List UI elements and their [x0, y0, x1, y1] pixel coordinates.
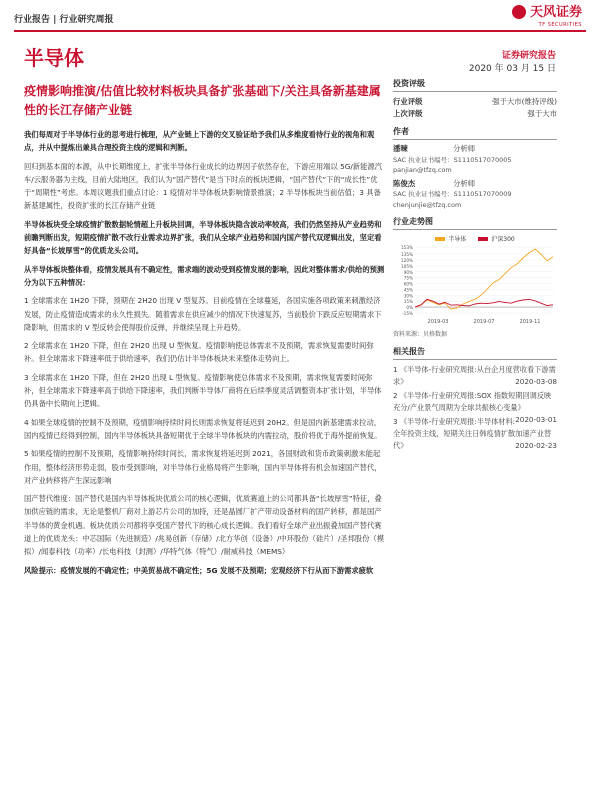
legend-label: 沪深300 [491, 236, 515, 243]
y-tick-label: 30% [403, 293, 413, 299]
legend-swatch [478, 237, 488, 241]
authors [393, 144, 557, 210]
author-role: 分析师 [453, 144, 476, 153]
author-email: chenjunjie@tfzq.com [393, 200, 462, 209]
author-email: panjian@tfzq.com [393, 166, 452, 174]
chart-source: 资料来源：贝格数据 [393, 331, 448, 338]
author-line [393, 144, 557, 155]
chart-svg [393, 245, 557, 325]
author-name: 陈俊杰 [393, 178, 416, 188]
legend-item [435, 234, 466, 243]
related-item [393, 364, 557, 388]
rating-row [393, 108, 557, 120]
y-tick-label: 90% [403, 269, 413, 275]
report-title: 疫情影响推演/估值比较材料板块具备扩张基础下/关注具备新基建属性的长江存储产业链 [24, 84, 381, 117]
paragraph-lead: 半导体板块受全球疫情扩散数据轮情超上升板块回调，半导体板块隐含波动率较高，我们仍然坚持从产业趋势和前瞻判断出发，短期疫情扩散不改行业需求边界扩张，我们从全球产业趋势和国内国产替代双逻辑出发，坚定看好具备“长坡厚雪”的优质龙头公司。 [24, 219, 382, 256]
rating-value: 强于大市(维持评级) [492, 97, 557, 106]
body-paragraph [24, 371, 386, 411]
legend-item [478, 234, 514, 243]
legend-label: 半导体 [448, 236, 467, 243]
author-cert: SAC 执业证书编号：S1110517070005 [393, 155, 512, 164]
trend-chart [393, 234, 557, 338]
rating-label: 上次评级 [393, 109, 423, 118]
paragraph-text: 5 如果疫情的控制不及预期，疫情影响持续时间长，需求恢复将延迟到 2021，各国财政和货币政策刺激未能起作用，整体经济形势走弱，股市受到影响，对半导体行业格局将产生影响，国内半导体将有机会加速国产替代，对产业转移将产生深远影响 [24, 449, 382, 485]
body-paragraph [24, 218, 386, 258]
y-tick-label: 60% [403, 281, 413, 287]
body-paragraph [24, 492, 386, 558]
body-paragraph [24, 294, 386, 334]
y-tick-label: 153% [401, 245, 413, 250]
related-title: 2 《半导体-行业研究周报:SOX 指数短期回调反映充分/产业景气周期为全球共振核心变量》 [393, 391, 552, 412]
body-paragraph [24, 416, 386, 443]
legend-swatch [435, 237, 445, 241]
chart-legend [393, 234, 557, 243]
x-tick-label: 2019-03 [427, 319, 449, 325]
related-date: 2020-03-08 [515, 377, 557, 386]
related-title: 1 《半导体-行业研究周报:从台企月度营收看下游需求》 [393, 365, 556, 386]
paragraph-text: 4 如果全球疫情的控制不及预期，疫情影响持续时间长则需求恢复将延迟到 20H2。但是国内新基建需求拉动，国内疫情已经得到控制，国内半导体板块具备短期优于全球半导体板块的内需拉动，股价将优于海外提前恢复。 [24, 417, 382, 440]
body-paragraph [24, 564, 386, 577]
paragraph-text: 3 全球需求在 1H20 下降，但在 2H20 出现 L 型恢复。疫情影响使总体需求不及预期，需求恢复需要时间弥补，但全球需求下降速率高于供给下降速率，我们判断半导体厂商将在后续季度灵活调整资本扩张计划，半导体仍具备中长期向上逻辑。 [24, 372, 382, 409]
rating-value: 强于大市 [527, 109, 557, 118]
y-tick-label: 75% [403, 275, 413, 281]
body-paragraph [24, 160, 386, 213]
sector-title: 半导体 [24, 46, 84, 70]
paragraph-text: 国产替代维度：国产替代是国内半导体板块优质公司的核心逻辑，优质赛道上的公司都具备“长坡厚雪”特征，叠加供应链的需求，无论是整机厂商对上游芯片公司的加持，还是晶圆厂扩产带动设备材料的国产转移，都是国产半导体的黄金机遇。板块优质公司都将享受国产替代下的核心成长逻辑。我们看好全球产业出振叠加国产替代赛道上的优质龙头：中芯国际（先进制造）/兆易创新（存储）/北方华创（设备）/中环股份（硅片）/圣邦股份（模拟）/闻泰科技（功率）/长电科技（封测）/华特气体（特气）/耐威科技（MEMS） [24, 494, 385, 557]
x-tick-label: 2019-07 [473, 319, 495, 325]
y-tick-label: 135% [401, 252, 413, 258]
main-body [24, 128, 386, 582]
paragraph-text: 回归到基本面的本源，从中长期维度上，扩张半导体行业成长的边界因子依然存在，下游应用端以 5G/新能源汽车/云服务器为主线，目前大陆地区，我们认为“国产替代”是当下时点的板块逻辑，“国产替代”下的“成长性”优于“周期性”考虑。本周议题我们重点讨论：1 疫情对半导体板块影响情景推演；2 半导体板块当前估值；3 具备新基建属性，投资扩张的长江存储产业链 [24, 161, 383, 211]
x-tick-label: 2019-11 [519, 319, 541, 325]
related-heading: 相关报告 [393, 346, 557, 360]
paragraph-lead: 从半导体板块整体看，疫情发展具有不确定性，需求端的波动受到疫情发展的影响，因此对整体需求/供给的预测分为以下五种情况： [24, 264, 385, 287]
author-heading: 作者 [393, 126, 557, 140]
y-tick-label: 45% [403, 287, 413, 293]
related-reports [393, 364, 557, 452]
y-tick-label: 15% [403, 299, 413, 305]
body-paragraph [24, 339, 386, 366]
breadcrumb: 行业报告 | 行业研究周报 [14, 15, 114, 25]
body-paragraph [24, 263, 386, 290]
paragraph-text: 2 全球需求在 1H20 下降，但在 2H20 出现 U 型恢复。疫情影响使总体需求不及预期，需求恢复需要时间弥补。但全球需求下降速率低于供给速率，我们仍估计半导体板块未来整体走势向上。 [24, 341, 374, 364]
author-name: 潘暕 [393, 144, 408, 153]
ratings [393, 96, 557, 120]
paragraph-text: 1 全球需求在 1H20 下降，预期在 2H20 出现 V 型复苏。目前疫情在全球蔓延，各国实施各项政策来刺激经济发展，防止疫情造成需求的永久性损失。随着需求在供应减少的情况下快速复苏，当前股价下跌反应短期需求下降影响，但需求的 V 型反转会使得股价反弹，并继续呈现上升趋势。 [24, 296, 382, 332]
top-bar [14, 4, 586, 32]
related-date: 2020-02-23 [515, 441, 557, 450]
logo [512, 5, 582, 19]
author [393, 179, 557, 211]
paragraph-lead: 我们每周对于半导体行业的思考进行梳理，从产业链上下游的交叉验证给予我们从多维度看待行业的视角和观点，并从中提炼出兼具合理投资主线的逻辑和判断。 [24, 130, 375, 153]
y-tick-label: 120% [401, 257, 413, 263]
related-title: 3 《半导体-行业研究周报:半导体材料:全年投资主线，短期关注日韩疫情扩散加速产业替代》 [393, 417, 552, 450]
rating-row [393, 96, 557, 108]
rating-heading: 投资评级 [393, 78, 557, 92]
y-tick-label: 0% [406, 305, 413, 311]
logo-text: 天风证券 [529, 4, 582, 20]
trend-heading: 行业走势图 [393, 216, 557, 230]
author-line [393, 179, 557, 190]
rating-label: 行业评级 [393, 97, 423, 106]
y-tick-label: 105% [401, 263, 413, 269]
author-role: 分析师 [453, 178, 476, 188]
related-item [393, 390, 557, 424]
paragraph-lead: 风险提示：疫情发展的不确定性；中美贸易战不确定性；5G 发展不及预期；宏观经济下行从而下游需求疲软 [24, 565, 374, 575]
author-cert: SAC 执业证书编号：S1110517070009 [393, 190, 512, 198]
logo-subtitle: TF SECURITIES [538, 22, 582, 28]
related-date: 2020-03-01 [515, 415, 557, 424]
report-type: 证券研究报告 [501, 51, 556, 61]
body-paragraph [24, 447, 386, 487]
report-date: 2020 年 03 月 15 日 [468, 64, 556, 74]
sidebar [393, 78, 557, 454]
logo-icon [512, 5, 526, 19]
author [393, 144, 557, 176]
y-tick-label: -15% [402, 311, 413, 316]
body-paragraph [24, 128, 386, 155]
